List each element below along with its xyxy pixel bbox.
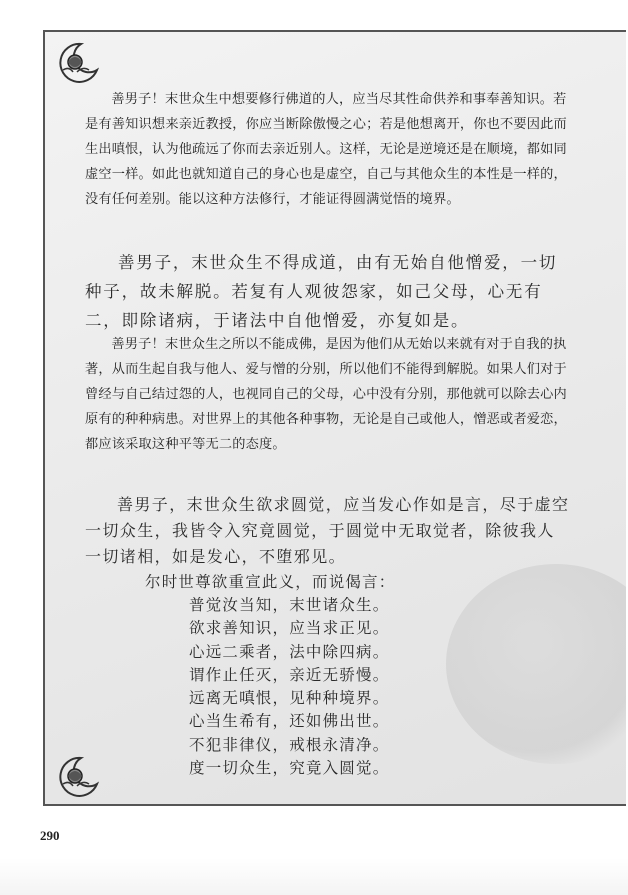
paragraph-text: 善男子！末世众生中想要修行佛道的人，应当尽其性命供养和事奉善知识。若是有善知识想来亲近教授，你应当断除傲慢之心；若是他想离开，你也不要因此而生出嗔恨，认为他疏远了你而去亲近别人。这样，无论是逆境还是在顺境，都如同虚空一样。如此也就知道自己的身心也是虚空，自己与其他众生的本性是一样的，没有任何差别。能以这种方法修行，才能证得圆满觉悟的境界。 (85, 92, 567, 207)
verse-line: 远离无嗔恨，见种种境界。 (189, 689, 390, 708)
page-bottom-edge (0, 858, 628, 895)
verse-line: 谓作止任灭，亲近无骄慢。 (189, 665, 390, 684)
paragraph-text: 善男子！末世众生之所以不能成佛，是因为他们从无始以来就有对于自我的执著，从而生起自我与他人、爱与憎的分别，所以他们不能得到解脱。如果人们对于曾经与自己结过怨的人，也视同自己的父母，心中没有分别，那他就可以除去心内原有的种种病患。对世界上的其他各种事物，无论是自己或他人，憎恶或者爱恋，都应该采取这种平等无二的态度。 (85, 337, 567, 452)
page-number: 290 (40, 828, 60, 843)
verse-lines (145, 594, 389, 780)
lotus-moon-icon (55, 40, 101, 86)
verse-line: 心远二乘者，法中除四病。 (189, 642, 390, 661)
paragraph-text: 善男子，末世众生欲求圆觉，应当发心作如是言，尽于虚空一切众生，我皆令入究竟圆觉，于圆觉中无取觉者，除彼我人一切诸相，如是发心，不堕邪见。 (85, 495, 570, 566)
verse-line: 心当生希有，还如佛出世。 (189, 712, 390, 731)
verse-intro: 尔时世尊欲重宣此义，而说偈言： (145, 573, 396, 591)
paragraph-sutra-2 (85, 492, 570, 570)
page-frame (43, 30, 626, 806)
paragraph-text: 善男子，末世众生不得成道，由有无始自他憎爱，一切种子，故未解脱。若复有人观彼怨家，如己父母，心无有二，即除诸病，于诸法中自他憎爱，亦复如是。 (85, 253, 558, 330)
watermark (446, 564, 626, 764)
verse-line: 不犯非律仪，戒根永清净。 (189, 735, 390, 754)
paragraph-translation-2 (85, 332, 570, 457)
verse-line: 度一切众生，究竟入圆觉。 (189, 759, 390, 778)
verse-line: 普觉汝当知，末世诸众生。 (189, 596, 390, 614)
verse-line: 欲求善知识，应当求正见。 (189, 619, 390, 638)
lotus-moon-icon (55, 754, 101, 800)
paragraph-translation-1 (85, 87, 570, 212)
paragraph-sutra-1 (85, 248, 570, 335)
